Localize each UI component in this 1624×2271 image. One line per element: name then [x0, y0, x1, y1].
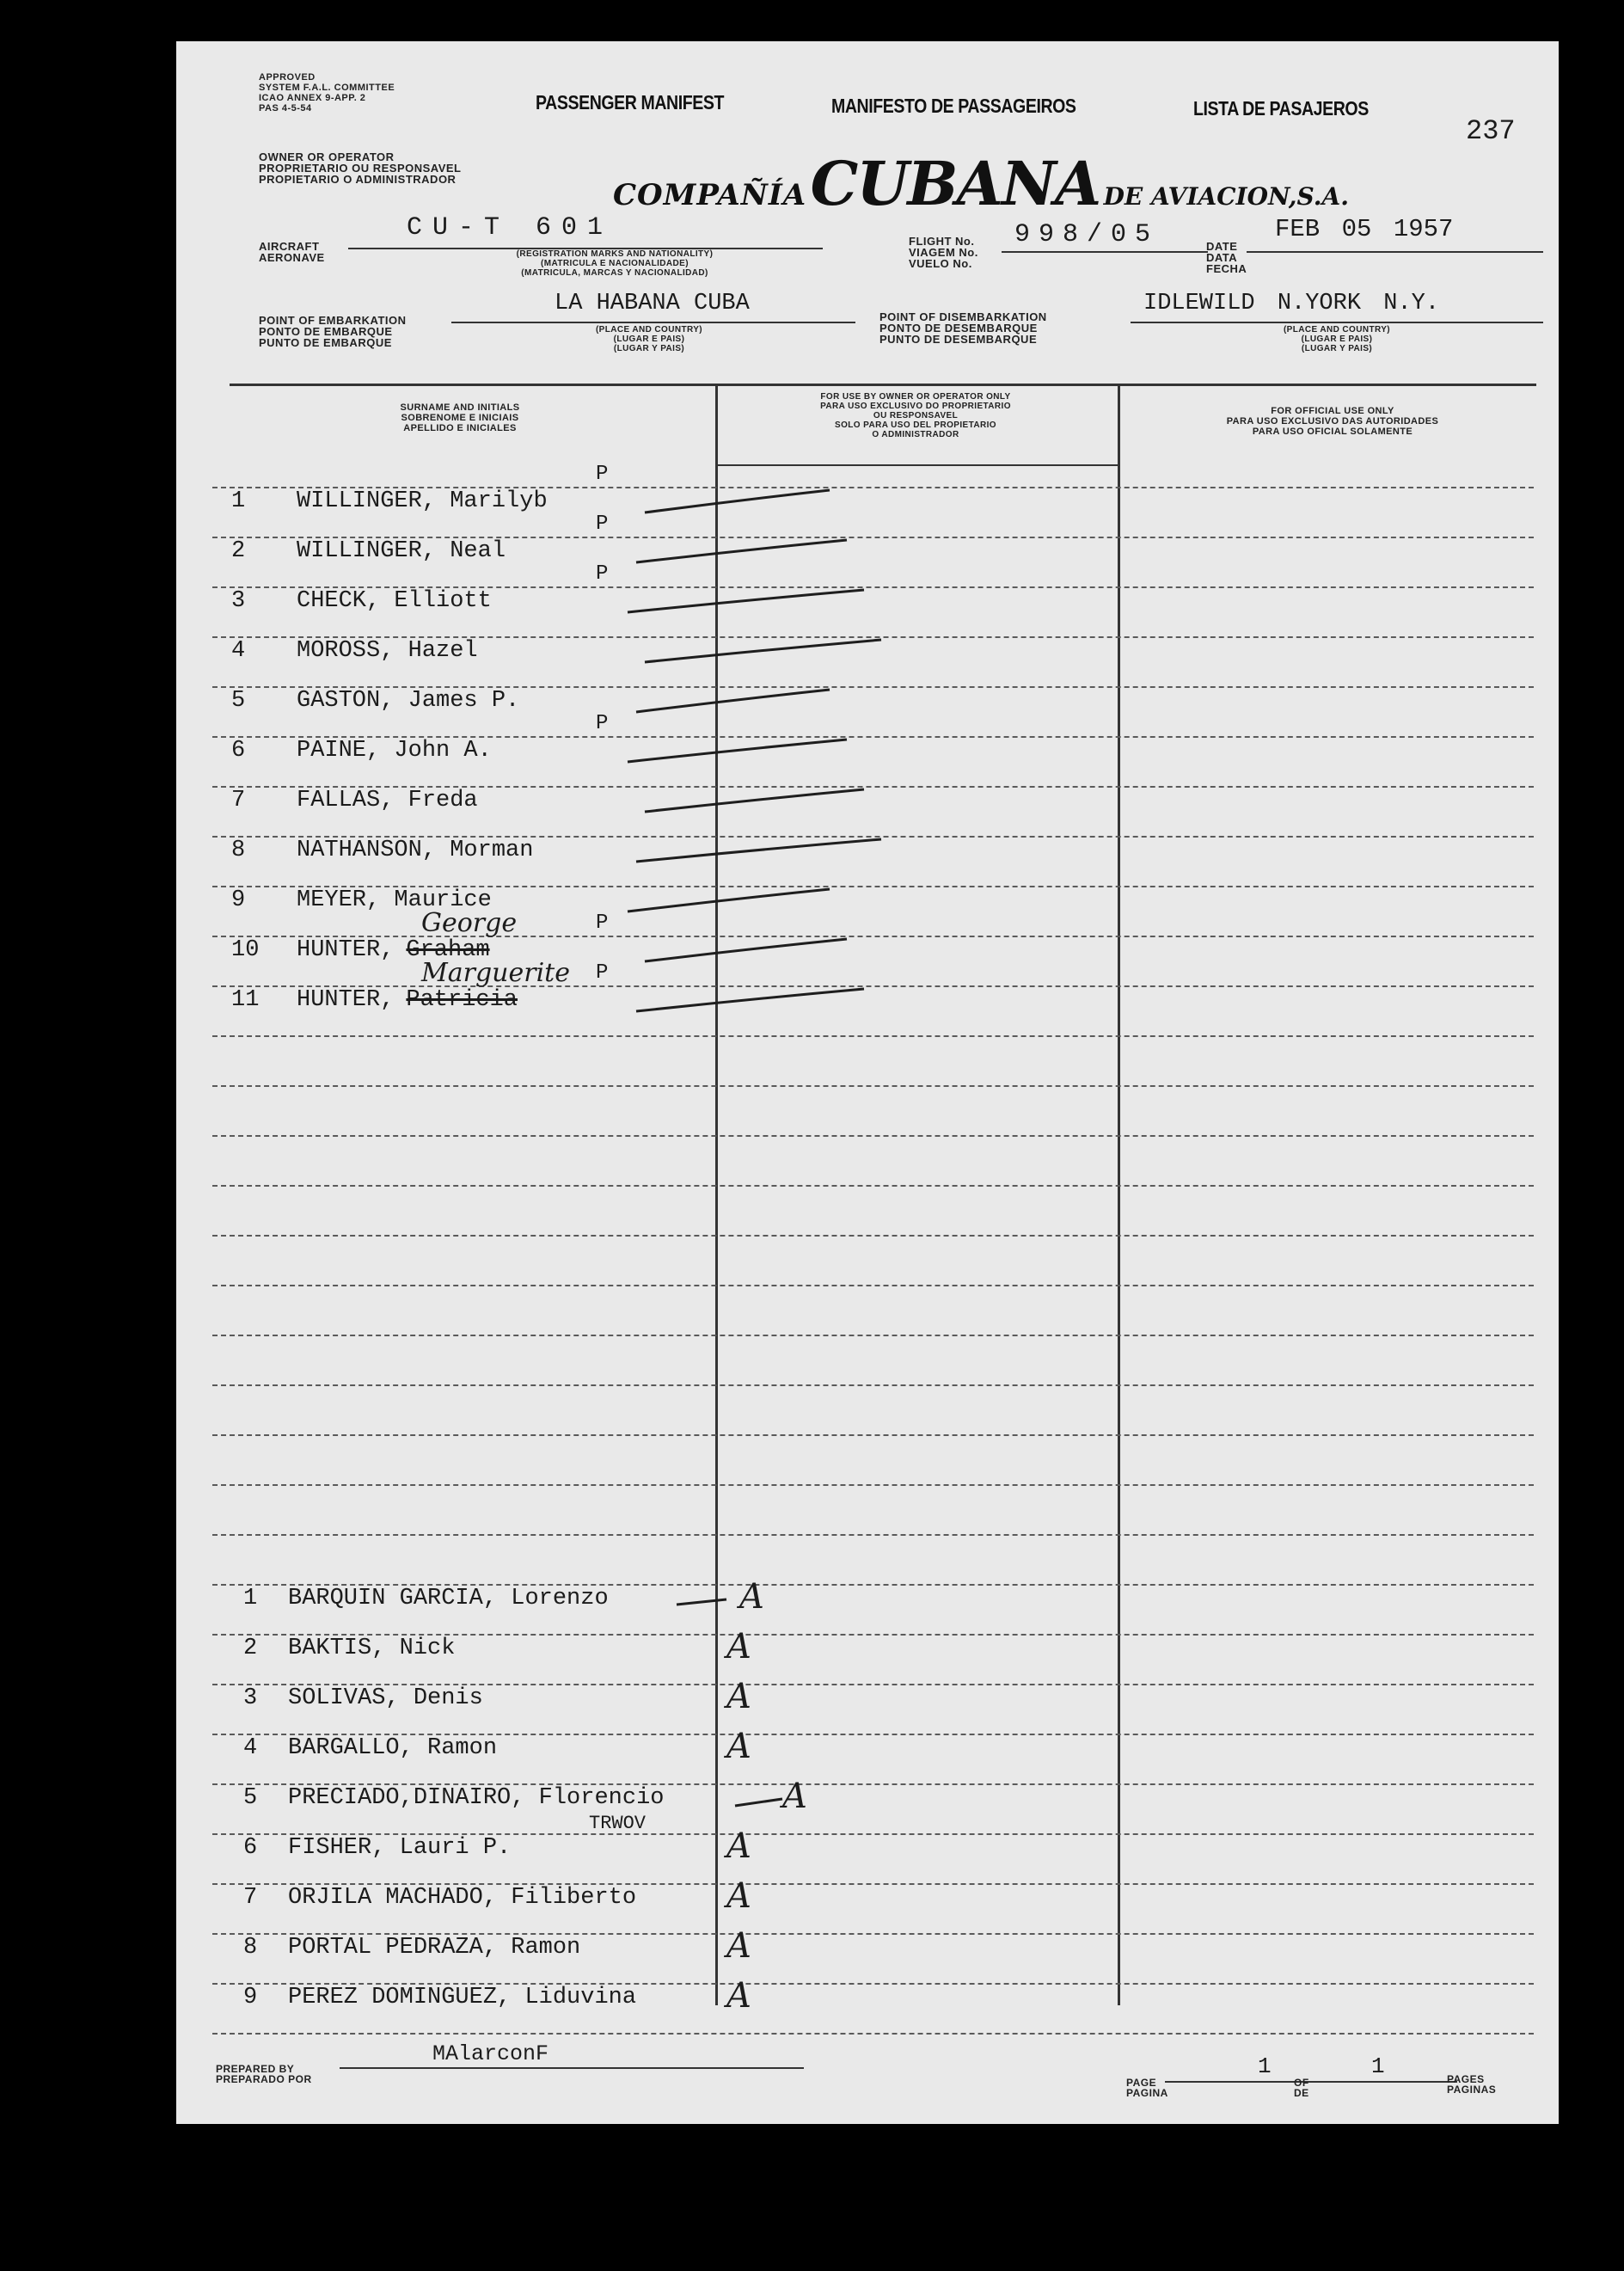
header-line: PARA USO EXCLUSIVO DAS AUTORIDADES	[1226, 416, 1439, 427]
check-stroke	[677, 1599, 726, 1605]
check-stroke	[645, 490, 830, 513]
handwritten-marks	[176, 41, 1559, 2124]
disembarkation-label-es: PUNTO DE DESEMBARQUE	[879, 333, 1038, 346]
caption: (PLACE AND COUNTRY)	[1283, 325, 1391, 335]
passenger-number: 1	[243, 1586, 258, 1611]
header-line: PARA USO OFICIAL SOLAMENTE	[1252, 427, 1413, 437]
handwritten-mark: A	[726, 1677, 751, 1716]
passenger-name: MOROSS, Hazel	[297, 638, 478, 664]
aircraft-label-pt: AERONAVE	[259, 251, 325, 264]
struck-name: Graham	[406, 937, 490, 963]
passenger-name: FALLAS, Freda	[297, 788, 478, 813]
page-reference-number: 237	[1466, 115, 1516, 147]
check-stroke	[628, 740, 847, 762]
title-english: PASSENGER MANIFEST	[536, 91, 725, 114]
header-line: O ADMINISTRADOR	[872, 430, 959, 439]
passenger-number: 10	[231, 937, 260, 963]
passenger-number: 9	[243, 1985, 258, 2010]
embarkation-label-pt: PONTO DE EMBARQUE	[259, 325, 393, 338]
date-label-en: DATE	[1206, 240, 1238, 253]
disembarkation-label-pt: PONTO DE DESEMBARQUE	[879, 322, 1038, 335]
passenger-mark: P	[596, 712, 609, 735]
flight-date: FEB 05 1957	[1275, 215, 1454, 243]
page-labels	[1126, 2078, 1168, 2098]
title-spanish: LISTA DE PASAJEROS	[1193, 97, 1369, 120]
owner-label-pt: PROPRIETARIO OU RESPONSAVEL	[259, 162, 462, 175]
prepared-by-labels	[216, 2064, 312, 2084]
owner-label-es: PROPIETARIO O ADMINISTRADOR	[259, 173, 457, 186]
pages-label-es: PAGINAS	[1447, 2084, 1497, 2096]
handwritten-correction: George	[421, 908, 518, 938]
passenger-number: 3	[243, 1685, 258, 1711]
caption: (LUGAR E PAIS)	[1301, 335, 1373, 344]
passenger-name: WILLINGER, Neal	[297, 538, 506, 564]
passenger-number: 1	[231, 488, 246, 514]
header-line: PARA USO EXCLUSIVO DO PROPRIETARIO	[820, 402, 1011, 411]
logo-prefix: COMPAÑÍA	[613, 178, 807, 212]
check-stroke	[636, 690, 830, 712]
disembarkation-point: IDLEWILD N.YORK N.Y.	[1143, 291, 1440, 316]
header-line: FOR OFFICIAL USE ONLY	[1271, 406, 1394, 416]
prepared-by-line	[340, 2067, 804, 2069]
passenger-number: 6	[231, 738, 246, 764]
passenger-number: 2	[243, 1636, 258, 1661]
aircraft-label-en: AIRCRAFT	[259, 240, 320, 253]
passenger-number: 7	[231, 788, 246, 813]
passenger-name: CHECK, Elliott	[297, 588, 492, 614]
page-label-en: PAGE	[1126, 2077, 1157, 2089]
handwritten-mark: A	[726, 1627, 751, 1666]
passenger-number: 5	[231, 688, 246, 714]
owner-label-en: OWNER OR OPERATOR	[259, 150, 395, 163]
check-stroke	[645, 939, 847, 961]
passenger-name: GASTON, James P.	[297, 688, 520, 714]
passenger-number: 7	[243, 1885, 258, 1911]
passenger-name: PEREZ DOMINGUEZ, Liduvina	[288, 1985, 637, 2010]
passenger-number: 5	[243, 1785, 258, 1811]
stamp-line: APPROVED	[259, 72, 316, 83]
passenger-number: 8	[243, 1935, 258, 1961]
passenger-name: FISHER, Lauri P.	[288, 1835, 512, 1861]
of-label-en: OF	[1294, 2077, 1309, 2089]
date-label-es: FECHA	[1206, 262, 1247, 275]
handwritten-mark: A	[726, 1727, 751, 1766]
flight-label-es: VUELO No.	[909, 257, 972, 270]
aircraft-registration: CU-T 601	[407, 213, 614, 242]
check-stroke	[636, 839, 881, 862]
flight-label-pt: VIAGEM No.	[909, 246, 978, 259]
passenger-note: TRWOV	[589, 1813, 647, 1834]
header-line: SOLO PARA USO DEL PROPIETARIO	[835, 420, 996, 430]
header-line: APELLIDO E INICIALES	[403, 423, 517, 433]
passenger-mark: P	[596, 562, 609, 586]
passenger-number: 4	[243, 1735, 258, 1761]
page-line	[1165, 2081, 1457, 2083]
logo-suffix: DE AVIACION,S.A.	[1103, 182, 1349, 211]
passenger-name: PAINE, John A.	[297, 738, 492, 764]
passenger-number: 6	[243, 1835, 258, 1861]
page-number: 1	[1258, 2053, 1272, 2079]
caption: (PLACE AND COUNTRY)	[595, 325, 703, 335]
handwritten-correction: Marguerite	[421, 958, 570, 988]
flight-label-en: FLIGHT No.	[909, 235, 975, 248]
check-stroke	[645, 789, 864, 812]
passenger-name: BARGALLO, Ramon	[288, 1735, 498, 1761]
page-label-es: PAGINA	[1126, 2087, 1168, 2099]
pages-labels	[1447, 2074, 1496, 2095]
passenger-number: 2	[231, 538, 246, 564]
stamp-line: PAS 4-5-54	[259, 103, 312, 114]
manifest-sheet	[176, 41, 1559, 2124]
caption: (LUGAR E PAIS)	[613, 335, 685, 344]
handwritten-mark: A	[726, 1976, 751, 2016]
check-stroke	[645, 640, 881, 662]
passenger-mark: P	[596, 911, 609, 935]
check-stroke	[628, 889, 830, 911]
embarkation-label-en: POINT OF EMBARKATION	[259, 314, 407, 327]
handwritten-mark: A	[726, 1926, 751, 1966]
embarkation-point: LA HABANA CUBA	[555, 291, 750, 316]
handwritten-mark: A	[726, 1876, 751, 1916]
passenger-mark: P	[596, 961, 609, 985]
check-stroke	[636, 989, 864, 1011]
passenger-name: BARQUIN GARCIA, Lorenzo	[288, 1586, 609, 1611]
stamp-line: ICAO ANNEX 9-APP. 2	[259, 93, 366, 103]
passenger-name: HUNTER,	[297, 987, 395, 1013]
embarkation-label-es: PUNTO DE EMBARQUE	[259, 336, 392, 349]
disembarkation-label-en: POINT OF DISEMBARKATION	[879, 310, 1047, 323]
passenger-mark: P	[596, 513, 609, 536]
prepared-label-es: PREPARADO POR	[216, 2073, 312, 2085]
pages-label-en: PAGES	[1447, 2073, 1485, 2085]
header-line: SURNAME AND INITIALS	[400, 402, 520, 413]
passenger-mark: P	[596, 463, 609, 486]
passenger-name: SOLIVAS, Denis	[288, 1685, 483, 1711]
flight-number: 998/05	[1014, 220, 1160, 249]
logo-name: CUBANA	[810, 148, 1100, 219]
check-stroke	[735, 1799, 782, 1806]
caption: (LUGAR Y PAIS)	[613, 344, 685, 353]
prepared-by-value: MAlarconF	[432, 2041, 549, 2066]
passenger-name: ORJILA MACHADO, Filiberto	[288, 1885, 637, 1911]
date-label-pt: DATA	[1206, 251, 1238, 264]
handwritten-mark: A	[739, 1577, 764, 1617]
check-stroke	[636, 540, 847, 562]
caption: (LUGAR Y PAIS)	[1301, 344, 1373, 353]
passenger-name: WILLINGER, Marilyb	[297, 488, 548, 514]
prepared-label-en: PREPARED BY	[216, 2063, 295, 2075]
of-labels	[1294, 2078, 1309, 2098]
caption: (MATRICULA, MARCAS Y NACIONALIDAD)	[521, 268, 708, 278]
title-portuguese: MANIFESTO DE PASSAGEIROS	[831, 95, 1076, 117]
passenger-number: 8	[231, 838, 246, 863]
header-line: SOBRENOME E INICIAIS	[401, 413, 519, 423]
passenger-number: 11	[231, 987, 260, 1013]
stamp-line: SYSTEM F.A.L. COMMITTEE	[259, 83, 395, 93]
passenger-name: BAKTIS, Nick	[288, 1636, 456, 1661]
handwritten-mark: A	[782, 1777, 807, 1816]
caption: (MATRICULA E NACIONALIDADE)	[541, 259, 689, 268]
passenger-name: MEYER, Maurice	[297, 887, 492, 913]
handwritten-mark: A	[726, 1826, 751, 1866]
passenger-name: HUNTER,	[297, 937, 395, 963]
struck-name: Patricia	[406, 987, 518, 1013]
passenger-name: NATHANSON, Morman	[297, 838, 534, 863]
passenger-number: 9	[231, 887, 246, 913]
passenger-name: PRECIADO,DINAIRO, Florencio	[288, 1785, 665, 1811]
header-line: OU RESPONSAVEL	[873, 411, 959, 420]
passenger-name: PORTAL PEDRAZA, Ramon	[288, 1935, 581, 1961]
caption: (REGISTRATION MARKS AND NATIONALITY)	[516, 249, 714, 259]
passenger-number: 4	[231, 638, 246, 664]
passenger-number: 3	[231, 588, 246, 614]
check-stroke	[628, 590, 864, 612]
page-total: 1	[1371, 2053, 1385, 2079]
header-line: FOR USE BY OWNER OR OPERATOR ONLY	[820, 392, 1011, 402]
of-label-es: DE	[1294, 2087, 1309, 2099]
